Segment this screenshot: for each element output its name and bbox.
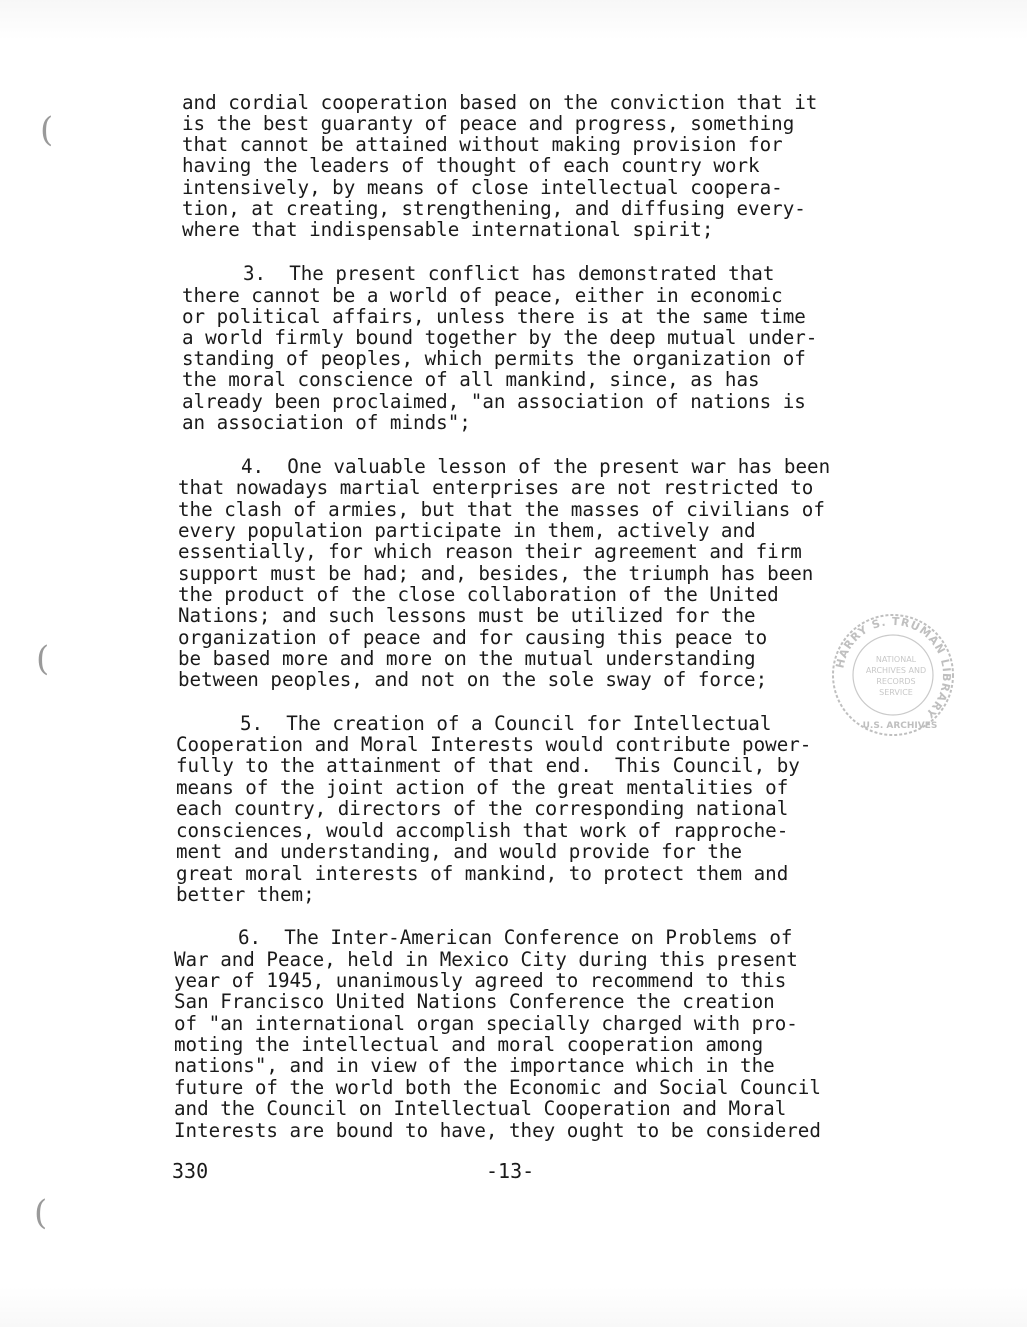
text-line: the clash of armies, but that the masses of civilians of (178, 498, 825, 521)
text-line: better them; (176, 883, 315, 906)
paragraph-first-line: 4. One valuable lesson of the present war has been (241, 455, 831, 478)
text-line: ment and understanding, and would provide for the (176, 840, 743, 863)
text-line: Nations; and such lessons must be utilized for the (178, 604, 756, 627)
page-number: -13- (486, 1159, 535, 1183)
text-line: the moral conscience of all mankind, since, as has (182, 368, 760, 391)
text-line: great moral interests of mankind, to protect them and (176, 862, 789, 885)
archive-stamp-seal (828, 610, 958, 740)
text-line: a world firmly bound together by the deep mutual under- (182, 326, 818, 349)
svg-text:HARRY S. TRUMAN LIBRARY: HARRY S. TRUMAN LIBRARY (833, 614, 954, 721)
text-line: year of 1945, unanimously agreed to recommend to this (174, 969, 787, 992)
paragraph-first-line: 5. The creation of a Council for Intellectual (240, 712, 772, 735)
text-line: tion, at creating, strengthening, and diffusing every- (182, 197, 806, 220)
text-line: where that indispensable international spirit; (182, 218, 714, 241)
text-line: the product of the close collaboration of the United (178, 583, 779, 606)
text-line: or political affairs, unless there is at the same time (182, 305, 806, 328)
text-line: an association of minds"; (182, 411, 471, 434)
text-line: there cannot be a world of peace, either in economic (182, 284, 783, 307)
text-line: War and Peace, held in Mexico City during this present (174, 948, 798, 971)
text-line: that cannot be attained without making provision for (182, 133, 783, 156)
margin-hole-mark-top: ( (40, 110, 54, 150)
text-line: is the best guaranty of peace and progress, something (182, 112, 795, 135)
margin-hole-mark-bottom: ( (34, 1193, 48, 1233)
document-number: 330 (172, 1159, 209, 1183)
text-line: and the Council on Intellectual Cooperation and Moral (174, 1097, 787, 1120)
text-line: Cooperation and Moral Interests would contribute power- (176, 733, 812, 756)
text-line: intensively, by means of close intellectual coopera- (182, 176, 783, 199)
text-line: Interests are bound to have, they ought to be considered (174, 1119, 821, 1142)
text-line: essentially, for which reason their agreement and firm (178, 540, 802, 563)
text-line: future of the world both the Economic and Social Council (174, 1076, 821, 1099)
text-line: having the leaders of thought of each country work (182, 154, 760, 177)
text-line: that nowadays martial enterprises are not restricted to (178, 476, 814, 499)
svg-text:SERVICE: SERVICE (879, 688, 913, 697)
svg-text:NATIONAL: NATIONAL (875, 655, 917, 664)
text-line: organization of peace and for causing this peace to (178, 626, 768, 649)
text-line: each country, directors of the corresponding national (176, 797, 789, 820)
text-line: every population participate in them, actively and (178, 519, 756, 542)
text-line: means of the joint action of the great mentalities of (176, 776, 789, 799)
svg-text:RECORDS: RECORDS (876, 677, 916, 686)
paragraph-first-line: 3. The present conflict has demonstrated that (243, 262, 775, 285)
text-line: be based more and more on the mutual understanding (178, 647, 756, 670)
text-line: nations", and in view of the importance which in the (174, 1054, 775, 1077)
text-line: of "an international organ specially charged with pro- (174, 1012, 798, 1035)
paragraph-first-line: 6. The Inter-American Conference on Problems of (238, 926, 793, 949)
text-line: fully to the attainment of that end. This Council, by (176, 754, 800, 777)
text-line: consciences, would accomplish that work of rapproche- (176, 819, 789, 842)
text-line: San Francisco United Nations Conference the creation (174, 990, 775, 1013)
text-line: moting the intellectual and moral cooperation among (174, 1033, 764, 1056)
svg-text:U.S. ARCHIVES: U.S. ARCHIVES (862, 721, 938, 731)
text-line: standing of peoples, which permits the organization of (182, 347, 806, 370)
text-line: support must be had; and, besides, the triumph has been (178, 562, 814, 585)
text-line: already been proclaimed, "an association of nations is (182, 390, 806, 413)
svg-text:ARCHIVES AND: ARCHIVES AND (865, 666, 927, 675)
text-line: and cordial cooperation based on the conviction that it (182, 91, 818, 114)
margin-hole-mark-middle: ( (36, 639, 50, 679)
text-line: between peoples, and not on the sole sway of force; (178, 668, 768, 691)
